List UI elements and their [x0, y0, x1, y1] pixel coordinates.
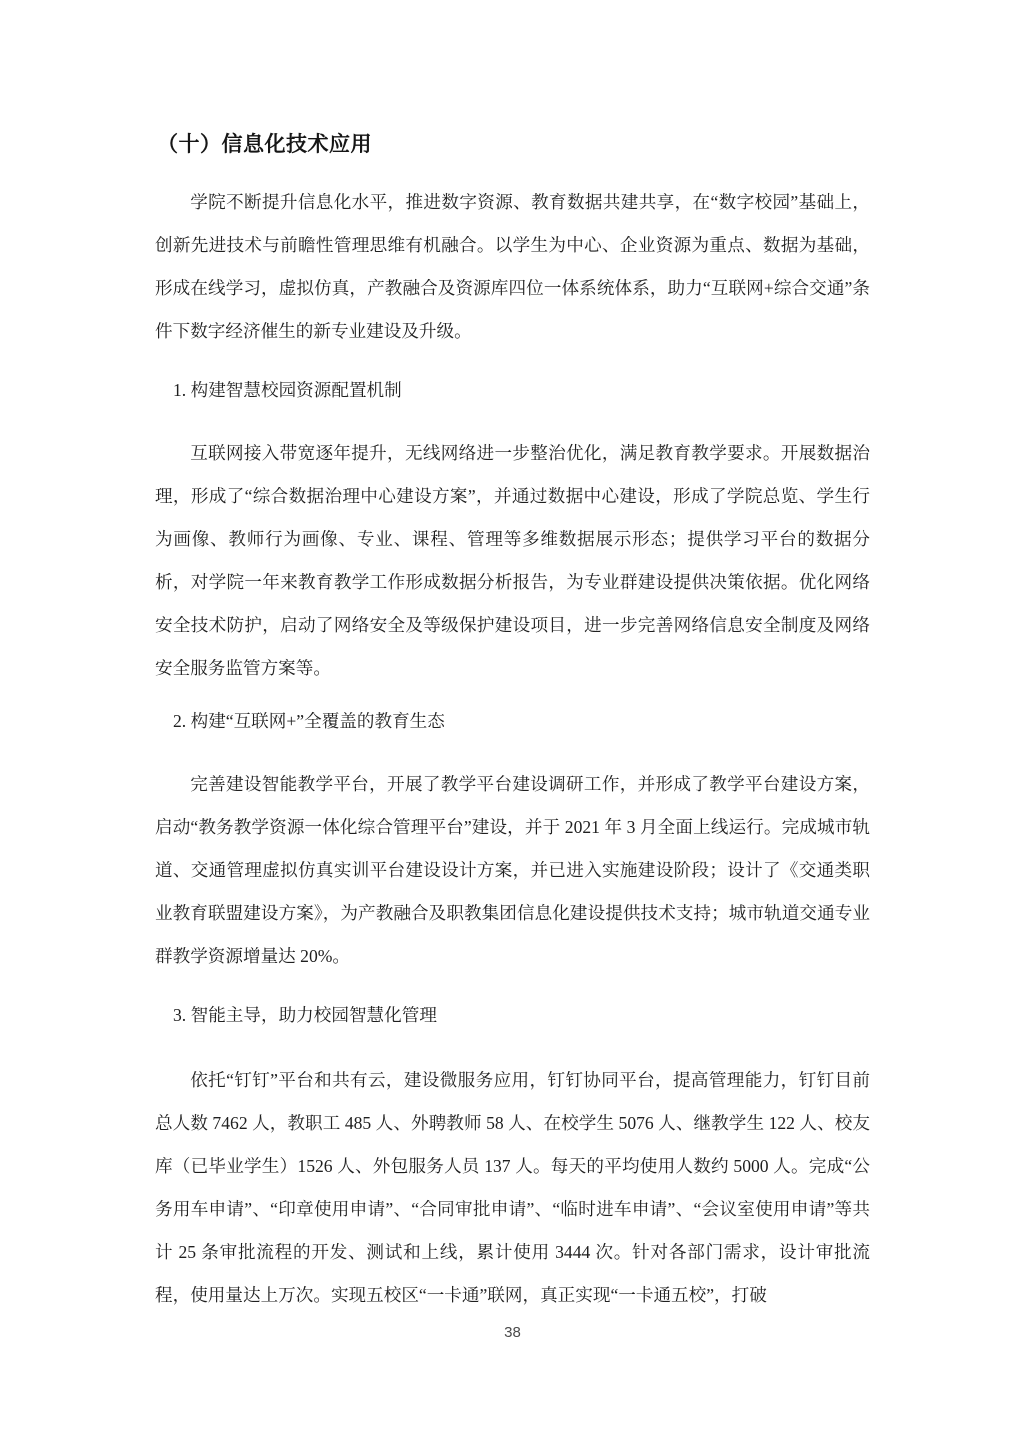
subheading-intelligent-management: 3. 智能主导，助力校园智慧化管理 [173, 1005, 437, 1025]
paragraph-overview: 学院不断提升信息化水平，推进数字资源、教育数据共建共享，在“数字校园”基础上，创新先进技术与前瞻性管理思维有机融合。以学生为中心、企业资源为重点、数据为基础，形成在线学习，虚拟仿真，产教融合及资源库四位一体系统体系，助力“互联网+综合交通”条件下数字经济催生的新专业建设及升级。 [155, 192, 870, 341]
subheading-internet-plus-education: 2. 构建“互联网+”全覆盖的教育生态 [173, 711, 445, 731]
paragraph-internet-plus-education: 完善建设智能教学平台，开展了教学平台建设调研工作，并形成了教学平台建设方案，启动“教务教学资源一体化综合管理平台”建设，并于 2021 年 3 月全面上线运行。完成城市轨道、交通管理虚拟仿真实训平台建设设计方案，并已进入实施建设阶段；设计了《交通类职业教育联盟建设方案》，为产教融合及职教集团信息化建设提供技术支持；城市轨道交通专业群教学资源增量达 20%。 [155, 774, 870, 966]
paragraph-intelligent-management: 依托“钉钉”平台和共有云，建设微服务应用，钉钉协同平台，提高管理能力，钉钉目前总人数 7462 人，教职工 485 人、外聘教师 58 人、在校学生 5076 人、继教学生 122 人、校友库（已毕业学生）1526 人、外包服务人员 137 人。每天的平均使用人数约 5000 人。完成“公务用车申请”、“印章使用申请”、“合同审批申请”、“临时进车申请”、“会议室使用申请”等共计 25 条审批流程的开发、测试和上线，累计使用 3444 次。针对各部门需求，设计审批流程，使用量达上万次。实现五校区“一卡通”联网，真正实现“一卡通五校”，打破 [155, 1070, 870, 1305]
page-number: 38 [504, 1324, 521, 1341]
subheading-smart-campus-resources: 1. 构建智慧校园资源配置机制 [173, 380, 402, 400]
section-title: （十）信息化技术应用 [157, 133, 372, 156]
paragraph-smart-campus-resources: 互联网接入带宽逐年提升，无线网络进一步整治优化，满足教育教学要求。开展数据治理，形成了“综合数据治理中心建设方案”，并通过数据中心建设，形成了学院总览、学生行为画像、教师行为画像、专业、课程、管理等多维数据展示形态；提供学习平台的数据分析，对学院一年来教育教学工作形成数据分析报告，为专业群建设提供决策依据。优化网络安全技术防护，启动了网络安全及等级保护建设项目，进一步完善网络信息安全制度及网络安全服务监管方案等。 [155, 443, 870, 678]
